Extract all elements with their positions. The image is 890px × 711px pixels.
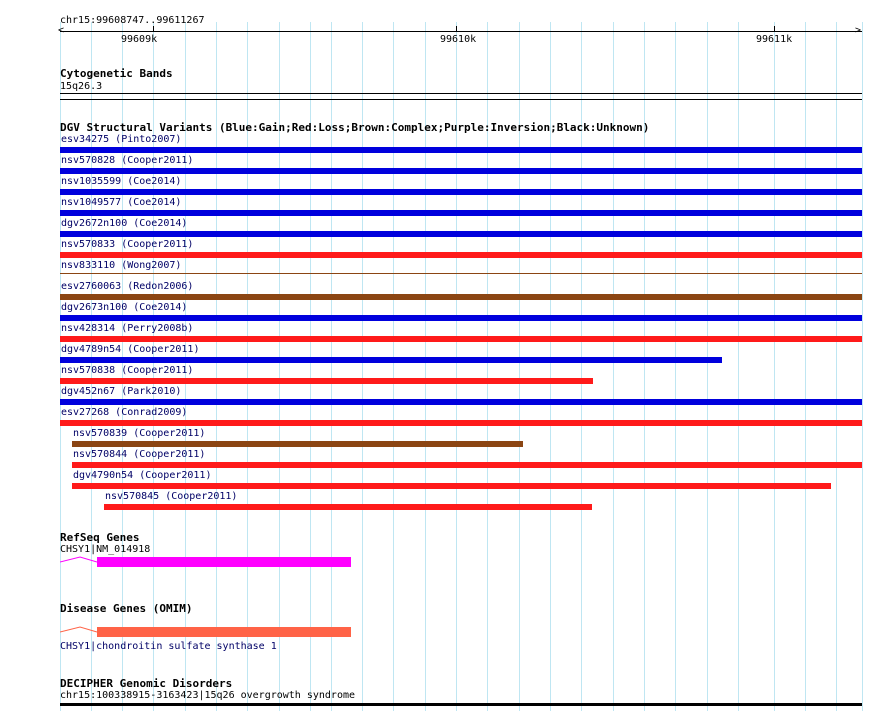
dgv-variant-bar-complex[interactable] bbox=[60, 273, 862, 274]
ruler-tick-label: 99610k bbox=[440, 34, 477, 45]
ruler-left-arrow: < bbox=[58, 25, 65, 36]
dgv-variant-bar-loss[interactable] bbox=[72, 483, 831, 489]
dgv-variant-bar-gain[interactable] bbox=[60, 189, 862, 195]
cytoband-line-top bbox=[60, 93, 862, 94]
ruler-tick-major bbox=[456, 26, 457, 32]
dgv-variant-bar-loss[interactable] bbox=[104, 504, 592, 510]
ruler-tick-major bbox=[774, 26, 775, 32]
dgv-variant-bar-complex[interactable] bbox=[60, 294, 862, 300]
cytoband-label[interactable]: 15q26.3 bbox=[60, 81, 103, 92]
ruler-tick-label: 99609k bbox=[121, 34, 158, 45]
dgv-variant-bar-gain[interactable] bbox=[60, 357, 722, 363]
dgv-variant-label[interactable]: dgv4789n54 (Cooper2011) bbox=[61, 344, 200, 355]
grid-line bbox=[774, 22, 775, 711]
dgv-variant-label[interactable]: nsv570839 (Cooper2011) bbox=[73, 428, 206, 439]
dgv-variant-label[interactable]: nsv570833 (Cooper2011) bbox=[61, 239, 194, 250]
dgv-variant-label[interactable]: nsv570828 (Cooper2011) bbox=[61, 155, 194, 166]
dgv-variant-label[interactable]: nsv1049577 (Coe2014) bbox=[61, 197, 182, 208]
dgv-variant-bar-gain[interactable] bbox=[60, 147, 862, 153]
grid-line bbox=[738, 22, 739, 711]
omim-track-title: Disease Genes (OMIM) bbox=[60, 602, 193, 615]
dgv-track-title: DGV Structural Variants (Blue:Gain;Red:Loss;Brown:Complex;Purple:Inversion;Black:Unknown) bbox=[60, 121, 650, 134]
dgv-variant-bar-loss[interactable] bbox=[60, 336, 862, 342]
dgv-variant-label[interactable]: nsv570844 (Cooper2011) bbox=[73, 449, 206, 460]
dgv-variant-bar-gain[interactable] bbox=[60, 231, 862, 237]
dgv-variant-label[interactable]: dgv452n67 (Park2010) bbox=[61, 386, 182, 397]
decipher-entry-label[interactable]: chr15:100338915-3163423|15q26 overgrowth syndrome bbox=[60, 690, 356, 701]
dgv-variant-bar-loss[interactable] bbox=[60, 378, 593, 384]
grid-line bbox=[675, 22, 676, 711]
dgv-variant-bar-complex[interactable] bbox=[72, 441, 523, 447]
ruler-axis bbox=[60, 31, 862, 32]
dgv-variant-label[interactable]: dgv2672n100 (Coe2014) bbox=[61, 218, 188, 229]
region-label: chr15:99608747..99611267 bbox=[60, 15, 205, 26]
dgv-variant-bar-gain[interactable] bbox=[60, 168, 862, 174]
decipher-track-title: DECIPHER Genomic Disorders bbox=[60, 677, 233, 690]
decipher-feature-bar[interactable] bbox=[60, 703, 862, 706]
dgv-variant-bar-gain[interactable] bbox=[60, 210, 862, 216]
dgv-variant-bar-loss[interactable] bbox=[60, 252, 862, 258]
cytoband-track-title: Cytogenetic Bands bbox=[60, 67, 173, 80]
omim-gene-feature[interactable] bbox=[97, 627, 351, 637]
dgv-variant-label[interactable]: nsv833110 (Wong2007) bbox=[61, 260, 182, 271]
dgv-variant-label[interactable]: dgv2673n100 (Coe2014) bbox=[61, 302, 188, 313]
dgv-variant-label[interactable]: esv34275 (Pinto2007) bbox=[61, 134, 182, 145]
refseq-track-title: RefSeq Genes bbox=[60, 531, 140, 544]
grid-line bbox=[805, 22, 806, 711]
dgv-variant-bar-loss[interactable] bbox=[60, 420, 862, 426]
refseq-gene-feature[interactable] bbox=[97, 557, 351, 567]
refseq-gene-label[interactable]: CHSY1|NM_014918 bbox=[60, 544, 151, 555]
grid-line bbox=[862, 22, 863, 711]
grid-line bbox=[707, 22, 708, 711]
dgv-variant-label[interactable]: esv2760063 (Redon2006) bbox=[61, 281, 194, 292]
dgv-variant-label[interactable]: esv27268 (Conrad2009) bbox=[61, 407, 188, 418]
dgv-variant-bar-gain[interactable] bbox=[60, 399, 862, 405]
dgv-variant-label[interactable]: nsv570845 (Cooper2011) bbox=[105, 491, 238, 502]
dgv-variant-label[interactable]: nsv570838 (Cooper2011) bbox=[61, 365, 194, 376]
omim-gene-label[interactable]: CHSY1|chondroitin sulfate synthase 1 bbox=[60, 641, 277, 652]
refseq-intron-line bbox=[60, 555, 100, 565]
grid-line bbox=[836, 22, 837, 711]
dgv-variant-label[interactable]: nsv1035599 (Coe2014) bbox=[61, 176, 182, 187]
omim-intron-line bbox=[60, 625, 100, 635]
dgv-variant-label[interactable]: dgv4790n54 (Cooper2011) bbox=[73, 470, 212, 481]
dgv-variant-bar-loss[interactable] bbox=[72, 462, 862, 468]
dgv-variant-label[interactable]: nsv428314 (Perry2008b) bbox=[61, 323, 194, 334]
ruler-right-arrow: > bbox=[855, 25, 862, 36]
ruler-tick-label: 99611k bbox=[756, 34, 793, 45]
dgv-variant-bar-gain[interactable] bbox=[60, 315, 862, 321]
cytoband-line-bottom bbox=[60, 99, 862, 100]
ruler-tick-major bbox=[153, 26, 154, 32]
